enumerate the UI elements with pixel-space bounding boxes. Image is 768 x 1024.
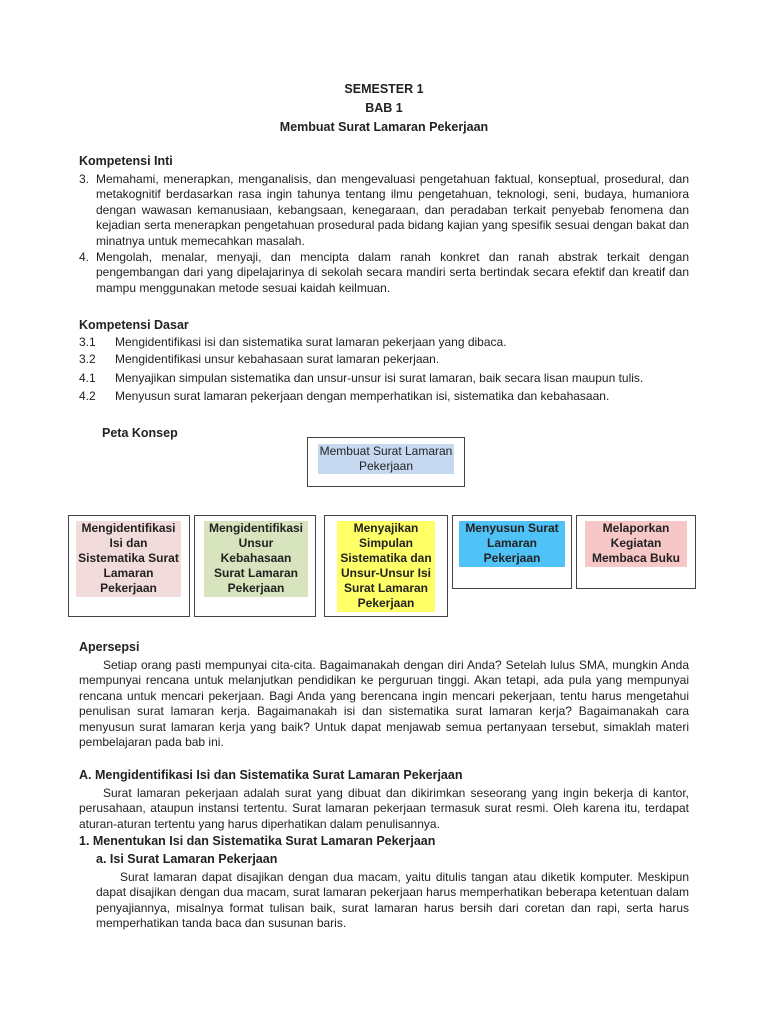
concept-node-fill bbox=[204, 521, 308, 597]
kd-item-text: Menyajikan simpulan sistematika dan unsur-unsur isi surat lamaran, baik secara lisan maupun tulis. bbox=[115, 371, 644, 385]
section-a-paragraph: Surat lamaran pekerjaan adalah surat yang dibuat dan dikirimkan seseorang yang ingin bekerja di kantor, perusahaan, ataupun instansi tertentu. Surat lamaran pekerjaan termasuk surat resmi. Oleh karena itu, terdapat aturan-aturan tertentu yang harus diperhatikan dalam penulisannya. bbox=[79, 786, 689, 831]
concept-node-fill bbox=[585, 521, 687, 567]
kd-item-number: 3.1 bbox=[79, 335, 96, 349]
ki-item-3-text: Memahami, menerapkan, menganalisis, dan mengevaluasi pengetahuan faktual, konseptual, prosedural, dan metakognitif berdasarkan rasa ingin tahunya tentang ilmu pengetahuan, teknologi, seni, budaya, humaniora dengan wawasan kemanusiaan, kebangsaan, kenegaraan, dan peradaban terkait penyebab fenomena dan kejadian serta menerapkan pengetahuan prosedural pada bidang kajian yang spesifik sesuai dengan bakat dan minatnya untuk memecahkan masalah. bbox=[96, 172, 689, 248]
concept-node-box bbox=[576, 515, 696, 589]
concept-map-root-label: Membuat Surat Lamaran Pekerjaan bbox=[319, 444, 453, 473]
concept-node-box bbox=[194, 515, 316, 617]
kompetensi-dasar-heading: Kompetensi Dasar bbox=[79, 318, 189, 332]
concept-node-label: Menyusun Surat Lamaran Pekerjaan bbox=[465, 521, 559, 565]
semester-label: SEMESTER 1 bbox=[344, 82, 424, 96]
apersepsi-paragraph: Setiap orang pasti mempunyai cita-cita. Bagaimanakah dengan diri Anda? Setelah lulus SMA, mungkin Anda mempunyai rencana untuk melanjutkan pendidikan ke perguruan tinggi. Akan tetapi, ada pula yang mempunyai rencana untuk mencari pekerjaan. Bagi Anda yang berencana ingin mencari pekerjaan, tentu harus mengetahui penulisan surat lamaran kerja. Bagaimanakah isi dan sistematika surat lamaran kerja? Bagaimanakah cara menyusun surat lamaran kerja yang baik? Untuk dapat menjawab semua pertanyaan tersebut, simaklah materi pembelajaran pada bab ini. bbox=[79, 658, 689, 750]
concept-node-label: Mengidentifikasi Unsur Kebahasaan Surat Lamaran Pekerjaan bbox=[208, 521, 303, 595]
kd-item-text: Mengidentifikasi isi dan sistematika surat lamaran pekerjaan yang dibaca. bbox=[115, 335, 507, 349]
concept-node-fill bbox=[337, 521, 435, 612]
chapter-title: Membuat Surat Lamaran Pekerjaan bbox=[279, 120, 489, 134]
concept-node-box bbox=[452, 515, 572, 589]
concept-node-box bbox=[68, 515, 190, 617]
kd-item-number: 4.1 bbox=[79, 371, 96, 385]
concept-node-label: Melaporkan Kegiatan Membaca Buku bbox=[591, 521, 681, 565]
concept-node-fill bbox=[76, 521, 181, 597]
kd-item-text: Mengidentifikasi unsur kebahasaan surat lamaran pekerjaan. bbox=[115, 352, 440, 366]
kd-item-number: 3.2 bbox=[79, 352, 96, 366]
concept-node-fill bbox=[459, 521, 565, 567]
apersepsi-heading: Apersepsi bbox=[79, 640, 140, 654]
peta-konsep-heading: Peta Konsep bbox=[102, 426, 178, 440]
ki-item-3-number: 3. bbox=[79, 172, 90, 186]
concept-map-root-box bbox=[307, 437, 465, 487]
concept-map-root-fill bbox=[318, 444, 454, 474]
concept-node-label: Menyajikan Simpulan Sistematika dan Unsur-Unsur Isi Surat Lamaran Pekerjaan bbox=[340, 521, 432, 610]
kd-item-text: Menyusun surat lamaran pekerjaan dengan memperhatikan isi, sistematika dan kebahasaan. bbox=[115, 389, 610, 403]
subsection-a-paragraph: Surat lamaran dapat disajikan dengan dua macam, yaitu ditulis tangan atau diketik komputer. Meskipun dapat disajikan dengan dua macam, surat lamaran pekerjaan harus memperhatikan beberapa ketentuan dalam penyajiannya, misalnya format tulisan baik, surat lamaran harus bersih dari coretan dan rapi, serta harus memperhatikan tanda baca dan susunan baris. bbox=[96, 870, 689, 931]
concept-node-box bbox=[324, 515, 448, 617]
section-a-heading: A. Mengidentifikasi Isi dan Sistematika Surat Lamaran Pekerjaan bbox=[79, 768, 463, 782]
ki-item-4-text: Mengolah, menalar, menyaji, dan mencipta dalam ranah konkret dan ranah abstrak terkait dengan pengembangan dari yang dipelajarinya di sekolah secara mandiri serta bertindak secara efektif dan kreatif dan mampu menggunakan metode sesuai kaidah keilmuan. bbox=[96, 250, 689, 295]
kd-item-number: 4.2 bbox=[79, 389, 96, 403]
kompetensi-inti-heading: Kompetensi Inti bbox=[79, 154, 173, 168]
subsection-1-heading: 1. Menentukan Isi dan Sistematika Surat Lamaran Pekerjaan bbox=[79, 834, 436, 848]
ki-item-4-number: 4. bbox=[79, 250, 90, 264]
concept-node-label: Mengidentifikasi Isi dan Sistematika Surat Lamaran Pekerjaan bbox=[78, 521, 179, 595]
bab-label: BAB 1 bbox=[365, 101, 403, 115]
subsection-a-heading: a. Isi Surat Lamaran Pekerjaan bbox=[96, 852, 278, 866]
